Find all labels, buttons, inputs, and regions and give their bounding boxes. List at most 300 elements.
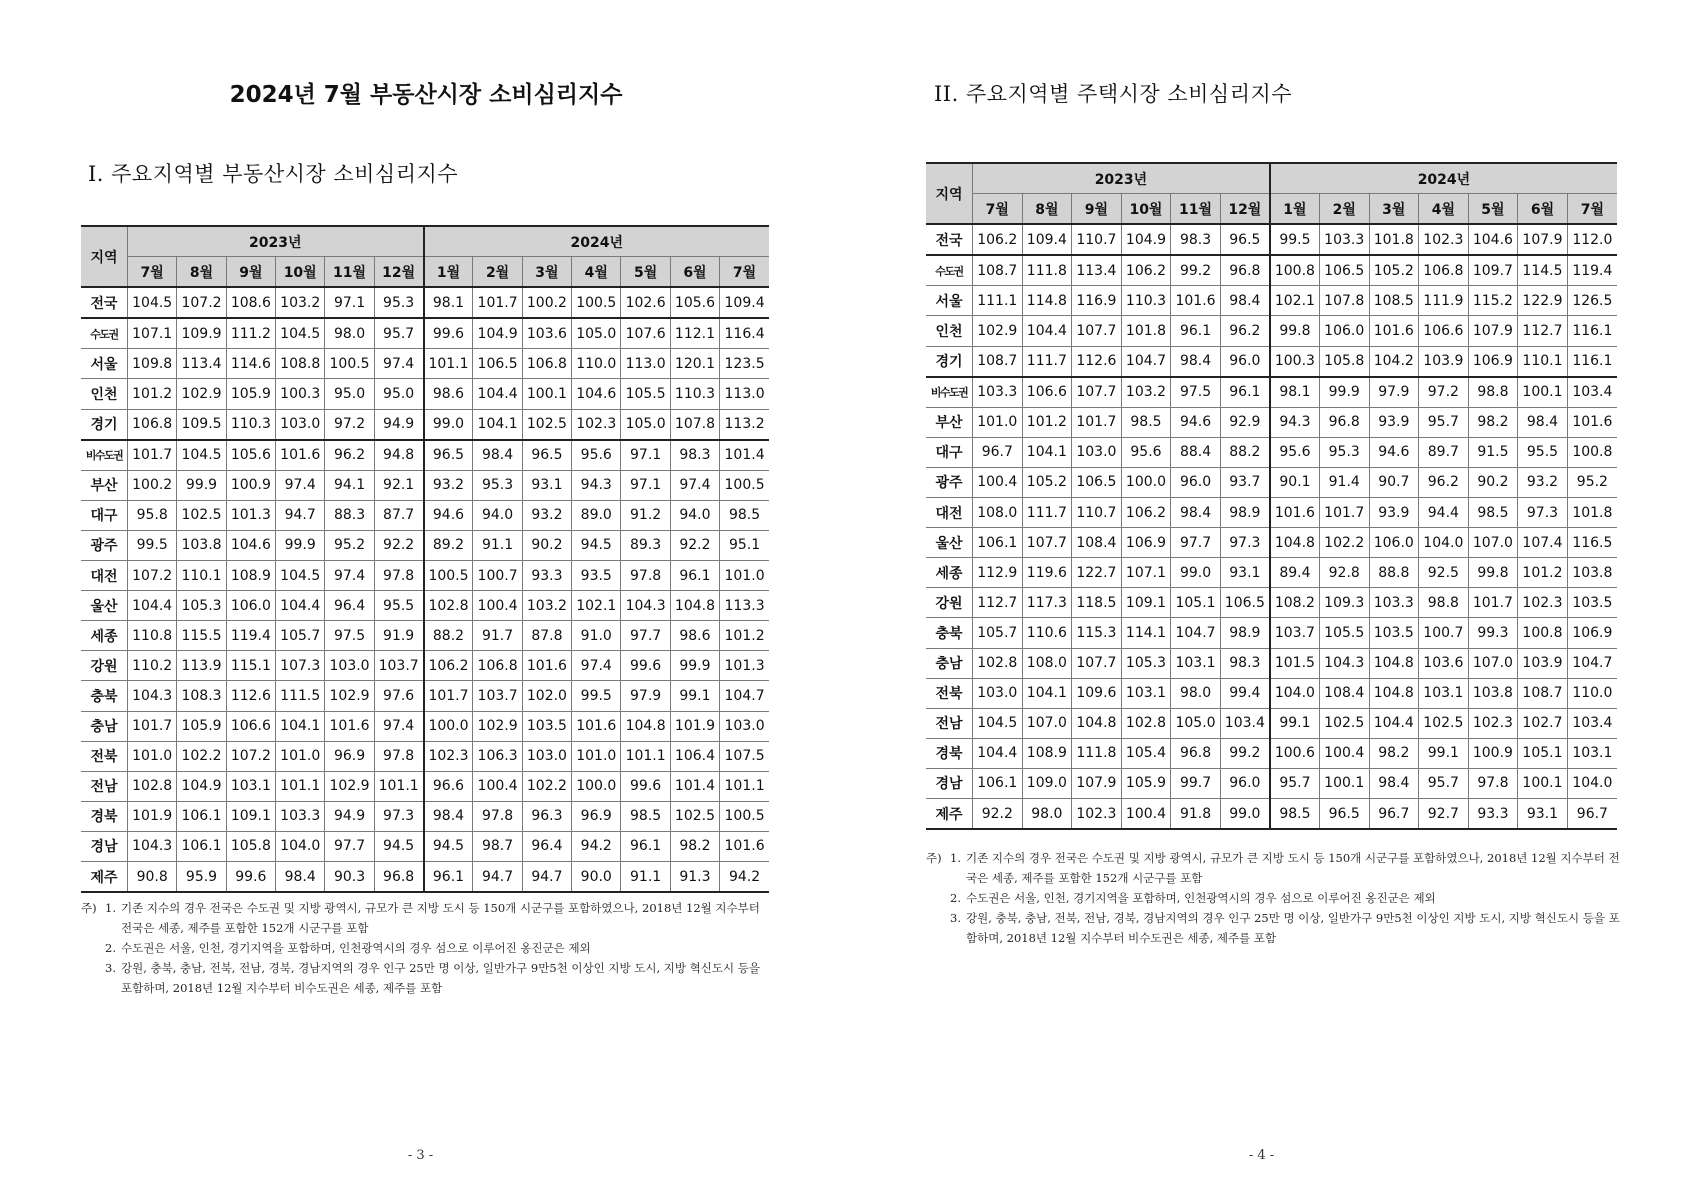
index-value-cell: 94.4 (1419, 498, 1469, 528)
index-value-cell: 100.9 (1468, 738, 1518, 768)
index-value-cell: 104.8 (670, 591, 719, 621)
index-value-cell: 104.4 (473, 379, 522, 409)
index-value-cell: 110.2 (128, 651, 177, 681)
index-value-cell: 107.9 (1072, 768, 1122, 798)
index-value-cell: 101.3 (226, 500, 275, 530)
index-value-cell: 94.5 (572, 530, 621, 560)
index-value-cell: 108.0 (973, 498, 1023, 528)
index-value-cell: 109.7 (1468, 255, 1518, 286)
index-value-cell: 96.9 (325, 741, 374, 771)
month-header: 5월 (1468, 194, 1518, 225)
index-value-cell: 98.0 (1171, 678, 1221, 708)
index-value-cell: 109.3 (1319, 588, 1369, 618)
index-value-cell: 89.7 (1419, 437, 1469, 467)
index-value-cell: 91.9 (374, 621, 423, 651)
index-value-cell: 96.7 (973, 437, 1023, 467)
index-value-cell: 101.1 (276, 771, 325, 801)
table-row (926, 798, 1617, 829)
index-value-cell: 104.4 (1369, 708, 1419, 738)
index-value-cell: 101.7 (1072, 407, 1122, 437)
index-value-cell: 106.2 (424, 651, 473, 681)
section-title-housing: II. 주요지역별 주택시장 소비심리지수 (934, 82, 1293, 106)
index-value-cell: 99.7 (1171, 768, 1221, 798)
index-value-cell: 108.2 (1270, 588, 1320, 618)
index-value-cell: 109.6 (1072, 678, 1122, 708)
index-value-cell: 96.5 (424, 440, 473, 471)
index-value-cell: 101.6 (1171, 286, 1221, 316)
table-row (81, 409, 769, 440)
index-value-cell: 102.0 (522, 681, 571, 711)
index-value-cell: 101.7 (1319, 498, 1369, 528)
index-value-cell: 101.2 (720, 621, 769, 651)
index-value-cell: 94.7 (276, 500, 325, 530)
index-value-cell: 96.9 (572, 801, 621, 831)
index-value-cell: 101.0 (720, 561, 769, 591)
index-value-cell: 106.9 (1468, 346, 1518, 377)
table-row (926, 286, 1617, 316)
index-value-cell: 100.6 (1270, 738, 1320, 768)
index-value-cell: 102.9 (473, 711, 522, 741)
table-row (81, 318, 769, 349)
index-value-cell: 104.5 (276, 561, 325, 591)
index-value-cell: 98.2 (1468, 407, 1518, 437)
index-value-cell: 98.4 (424, 801, 473, 831)
table-row (926, 618, 1617, 648)
table-row (81, 711, 769, 741)
index-value-cell: 97.4 (325, 561, 374, 591)
index-value-cell: 98.5 (1468, 498, 1518, 528)
table-row (81, 741, 769, 771)
index-value-cell: 94.2 (572, 831, 621, 861)
month-header: 6월 (670, 257, 719, 288)
index-value-cell: 116.5 (1567, 528, 1617, 558)
index-value-cell: 107.9 (1468, 316, 1518, 346)
index-value-cell: 102.5 (177, 500, 226, 530)
index-value-cell: 100.5 (720, 470, 769, 500)
month-header: 11월 (325, 257, 374, 288)
region-label: 충남 (926, 648, 973, 678)
index-value-cell: 94.7 (522, 861, 571, 892)
index-value-cell: 104.8 (1369, 648, 1419, 678)
index-value-cell: 119.4 (226, 621, 275, 651)
index-value-cell: 119.4 (1567, 255, 1617, 286)
index-value-cell: 100.0 (1121, 467, 1171, 497)
index-value-cell: 88.2 (1220, 437, 1270, 467)
table-row (81, 470, 769, 500)
index-value-cell: 104.3 (128, 831, 177, 861)
index-value-cell: 98.5 (720, 500, 769, 530)
index-value-cell: 87.7 (374, 500, 423, 530)
index-value-cell: 102.9 (177, 379, 226, 409)
index-value-cell: 96.4 (325, 591, 374, 621)
index-value-cell: 99.6 (424, 318, 473, 349)
index-value-cell: 101.0 (276, 741, 325, 771)
index-value-cell: 105.4 (1121, 738, 1171, 768)
region-label: 세종 (81, 621, 128, 651)
index-value-cell: 102.3 (572, 409, 621, 440)
index-value-cell: 100.7 (473, 561, 522, 591)
index-value-cell: 100.9 (226, 470, 275, 500)
index-value-cell: 108.9 (1022, 738, 1072, 768)
index-value-cell: 94.3 (572, 470, 621, 500)
index-value-cell: 97.3 (1220, 528, 1270, 558)
index-value-cell: 109.5 (177, 409, 226, 440)
index-value-cell: 100.2 (522, 287, 571, 318)
index-value-cell: 95.3 (1319, 437, 1369, 467)
index-value-cell: 103.6 (522, 318, 571, 349)
index-value-cell: 110.0 (1567, 678, 1617, 708)
index-value-cell: 108.8 (276, 349, 325, 379)
month-header: 4월 (572, 257, 621, 288)
index-value-cell: 104.4 (128, 591, 177, 621)
index-value-cell: 97.7 (621, 621, 670, 651)
index-value-cell: 91.1 (473, 530, 522, 560)
index-value-cell: 103.8 (1567, 558, 1617, 588)
index-value-cell: 113.2 (720, 409, 769, 440)
index-value-cell: 90.1 (1270, 467, 1320, 497)
index-value-cell: 97.8 (374, 561, 423, 591)
index-value-cell: 102.3 (1468, 708, 1518, 738)
index-value-cell: 91.1 (621, 861, 670, 892)
index-value-cell: 104.5 (128, 287, 177, 318)
index-value-cell: 97.1 (621, 440, 670, 471)
index-value-cell: 94.9 (325, 801, 374, 831)
index-value-cell: 112.7 (1518, 316, 1568, 346)
index-value-cell: 104.3 (1319, 648, 1369, 678)
index-value-cell: 101.3 (720, 651, 769, 681)
index-value-cell: 99.0 (1171, 558, 1221, 588)
index-value-cell: 103.0 (720, 711, 769, 741)
index-value-cell: 119.6 (1022, 558, 1072, 588)
table-row (81, 591, 769, 621)
index-value-cell: 97.8 (374, 741, 423, 771)
index-value-cell: 98.0 (1022, 798, 1072, 829)
index-value-cell: 99.6 (226, 861, 275, 892)
index-value-cell: 96.5 (1220, 224, 1270, 255)
index-value-cell: 100.5 (720, 801, 769, 831)
index-value-cell: 113.3 (720, 591, 769, 621)
index-value-cell: 110.8 (128, 621, 177, 651)
index-value-cell: 100.3 (276, 379, 325, 409)
index-value-cell: 103.2 (276, 287, 325, 318)
index-value-cell: 103.1 (226, 771, 275, 801)
footnote-text: 수도권은 서울, 인천, 경기지역을 포함하며, 인천광역시의 경우 섬으로 이루어진 옹진군은 제외 (121, 941, 591, 955)
index-value-cell: 96.7 (1567, 798, 1617, 829)
index-value-cell: 105.2 (1022, 467, 1072, 497)
month-header: 1월 (424, 257, 473, 288)
index-value-cell: 96.6 (424, 771, 473, 801)
region-label: 경북 (81, 801, 128, 831)
real-estate-index-table (81, 225, 769, 893)
index-value-cell: 101.6 (522, 651, 571, 681)
index-value-cell: 98.7 (473, 831, 522, 861)
month-header: 10월 (276, 257, 325, 288)
index-value-cell: 111.8 (1072, 738, 1122, 768)
region-label: 광주 (81, 530, 128, 560)
index-value-cell: 96.5 (1319, 798, 1369, 829)
index-value-cell: 108.7 (1518, 678, 1568, 708)
index-value-cell: 89.0 (572, 500, 621, 530)
index-value-cell: 99.8 (1468, 558, 1518, 588)
footnote (926, 888, 1621, 908)
index-value-cell: 99.0 (1220, 798, 1270, 829)
index-value-cell: 103.3 (276, 801, 325, 831)
index-value-cell: 106.4 (670, 741, 719, 771)
month-header: 12월 (374, 257, 423, 288)
index-value-cell: 116.9 (1072, 286, 1122, 316)
index-value-cell: 106.0 (226, 591, 275, 621)
index-value-cell: 89.2 (424, 530, 473, 560)
table-row (926, 437, 1617, 467)
index-value-cell: 103.6 (1419, 648, 1469, 678)
index-value-cell: 98.9 (1220, 618, 1270, 648)
index-value-cell: 90.0 (572, 861, 621, 892)
index-value-cell: 104.8 (1270, 528, 1320, 558)
index-value-cell: 110.3 (226, 409, 275, 440)
table-row (926, 377, 1617, 408)
index-value-cell: 92.2 (973, 798, 1023, 829)
index-value-cell: 105.6 (226, 440, 275, 471)
index-value-cell: 102.3 (1419, 224, 1469, 255)
index-value-cell: 107.0 (1468, 528, 1518, 558)
index-value-cell: 103.3 (1319, 224, 1369, 255)
index-value-cell: 95.3 (374, 287, 423, 318)
index-value-cell: 93.9 (1369, 407, 1419, 437)
index-value-cell: 104.9 (177, 771, 226, 801)
index-value-cell: 96.8 (1171, 738, 1221, 768)
index-value-cell: 111.9 (1419, 286, 1469, 316)
index-value-cell: 105.5 (621, 379, 670, 409)
month-header: 11월 (1171, 194, 1221, 225)
index-value-cell: 91.8 (1171, 798, 1221, 829)
index-value-cell: 97.8 (1468, 768, 1518, 798)
index-value-cell: 103.4 (1567, 708, 1617, 738)
index-value-cell: 99.6 (621, 771, 670, 801)
table-row (81, 861, 769, 892)
index-value-cell: 102.3 (1072, 798, 1122, 829)
index-value-cell: 102.5 (1319, 708, 1369, 738)
index-value-cell: 92.9 (1220, 407, 1270, 437)
index-value-cell: 101.2 (1022, 407, 1072, 437)
index-value-cell: 103.5 (522, 711, 571, 741)
index-value-cell: 99.5 (1270, 224, 1320, 255)
index-value-cell: 92.7 (1419, 798, 1469, 829)
index-value-cell: 107.2 (177, 287, 226, 318)
index-value-cell: 96.1 (1220, 377, 1270, 408)
index-value-cell: 97.8 (473, 801, 522, 831)
index-value-cell: 109.9 (177, 318, 226, 349)
index-value-cell: 102.9 (973, 316, 1023, 346)
region-label: 충북 (81, 681, 128, 711)
index-value-cell: 101.6 (276, 440, 325, 471)
index-value-cell: 103.0 (276, 409, 325, 440)
index-value-cell: 91.3 (670, 861, 719, 892)
index-value-cell: 91.0 (572, 621, 621, 651)
index-value-cell: 113.4 (177, 349, 226, 379)
table-row (81, 651, 769, 681)
table-row (926, 528, 1617, 558)
index-value-cell: 100.0 (572, 771, 621, 801)
index-value-cell: 93.9 (1369, 498, 1419, 528)
index-value-cell: 107.2 (226, 741, 275, 771)
index-value-cell: 93.5 (572, 561, 621, 591)
index-value-cell: 95.5 (1518, 437, 1568, 467)
index-value-cell: 104.4 (1022, 316, 1072, 346)
index-value-cell: 122.7 (1072, 558, 1122, 588)
region-label: 전북 (926, 678, 973, 708)
index-value-cell: 106.8 (128, 409, 177, 440)
month-header: 8월 (177, 257, 226, 288)
index-value-cell: 104.3 (128, 681, 177, 711)
region-label: 전국 (81, 287, 128, 318)
index-value-cell: 106.2 (1121, 498, 1171, 528)
index-value-cell: 107.1 (128, 318, 177, 349)
index-value-cell: 104.4 (973, 738, 1023, 768)
index-value-cell: 101.0 (128, 741, 177, 771)
index-value-cell: 97.9 (1369, 377, 1419, 408)
index-value-cell: 97.5 (1171, 377, 1221, 408)
month-header: 6월 (1518, 194, 1568, 225)
table-row (81, 349, 769, 379)
region-label: 전남 (81, 771, 128, 801)
footnote-number: 3. (950, 911, 961, 925)
table-row (926, 768, 1617, 798)
index-value-cell: 93.1 (522, 470, 571, 500)
index-value-cell: 105.1 (1171, 588, 1221, 618)
index-value-cell: 96.4 (522, 831, 571, 861)
index-value-cell: 104.6 (226, 530, 275, 560)
index-value-cell: 104.4 (276, 591, 325, 621)
footnote-lead: 주) (81, 901, 97, 915)
index-value-cell: 100.1 (522, 379, 571, 409)
footnote-number: 1. (950, 851, 961, 865)
footnotes (81, 898, 771, 998)
index-value-cell: 107.7 (1072, 648, 1122, 678)
index-value-cell: 97.7 (325, 831, 374, 861)
index-value-cell: 102.8 (424, 591, 473, 621)
index-value-cell: 99.1 (670, 681, 719, 711)
index-value-cell: 115.1 (226, 651, 275, 681)
index-value-cell: 101.6 (1369, 316, 1419, 346)
index-value-cell: 101.9 (128, 801, 177, 831)
index-value-cell: 89.3 (621, 530, 670, 560)
index-value-cell: 100.4 (1121, 798, 1171, 829)
index-value-cell: 101.1 (424, 349, 473, 379)
index-value-cell: 95.7 (374, 318, 423, 349)
footnote (81, 898, 771, 938)
index-value-cell: 107.7 (1022, 528, 1072, 558)
index-value-cell: 102.8 (973, 648, 1023, 678)
index-value-cell: 113.0 (720, 379, 769, 409)
index-value-cell: 109.4 (720, 287, 769, 318)
index-value-cell: 106.6 (1022, 377, 1072, 408)
index-value-cell: 106.1 (973, 528, 1023, 558)
region-label: 대구 (926, 437, 973, 467)
region-label: 강원 (81, 651, 128, 681)
index-value-cell: 103.0 (325, 651, 374, 681)
region-label: 서울 (81, 349, 128, 379)
index-value-cell: 93.2 (1518, 467, 1568, 497)
index-value-cell: 113.0 (621, 349, 670, 379)
index-value-cell: 103.9 (1419, 346, 1469, 377)
index-value-cell: 112.6 (226, 681, 275, 711)
index-value-cell: 103.5 (1567, 588, 1617, 618)
month-header: 4월 (1419, 194, 1469, 225)
index-value-cell: 104.8 (1369, 678, 1419, 708)
region-label: 수도권 (926, 255, 973, 286)
index-value-cell: 108.4 (1319, 678, 1369, 708)
index-value-cell: 99.2 (1220, 738, 1270, 768)
index-value-cell: 100.8 (1270, 255, 1320, 286)
index-value-cell: 101.6 (720, 831, 769, 861)
index-value-cell: 99.4 (1220, 678, 1270, 708)
table-row (81, 801, 769, 831)
index-value-cell: 89.4 (1270, 558, 1320, 588)
table-row (926, 648, 1617, 678)
index-value-cell: 97.7 (1171, 528, 1221, 558)
index-value-cell: 106.8 (522, 349, 571, 379)
index-value-cell: 93.7 (1220, 467, 1270, 497)
index-value-cell: 93.2 (522, 500, 571, 530)
index-value-cell: 111.7 (1022, 346, 1072, 377)
index-value-cell: 97.3 (1518, 498, 1568, 528)
year-header: 2024년 (424, 226, 769, 257)
index-value-cell: 102.9 (325, 771, 374, 801)
index-value-cell: 97.5 (325, 621, 374, 651)
table-row (81, 379, 769, 409)
index-value-cell: 107.9 (1518, 224, 1568, 255)
region-label: 전국 (926, 224, 973, 255)
region-label: 경북 (926, 738, 973, 768)
index-value-cell: 108.3 (177, 681, 226, 711)
month-header: 3월 (1369, 194, 1419, 225)
index-value-cell: 100.8 (1518, 618, 1568, 648)
index-value-cell: 106.5 (1319, 255, 1369, 286)
index-value-cell: 105.3 (1121, 648, 1171, 678)
index-value-cell: 101.0 (572, 741, 621, 771)
index-value-cell: 101.7 (128, 711, 177, 741)
index-value-cell: 109.0 (1022, 768, 1072, 798)
index-value-cell: 98.3 (670, 440, 719, 471)
index-value-cell: 102.8 (1121, 708, 1171, 738)
index-value-cell: 103.2 (1121, 377, 1171, 408)
index-value-cell: 112.7 (973, 588, 1023, 618)
index-value-cell: 88.2 (424, 621, 473, 651)
index-value-cell: 106.2 (1121, 255, 1171, 286)
index-value-cell: 96.8 (1319, 407, 1369, 437)
index-value-cell: 100.4 (1319, 738, 1369, 768)
index-value-cell: 103.1 (1121, 678, 1171, 708)
region-label: 경기 (81, 409, 128, 440)
index-value-cell: 108.0 (1022, 648, 1072, 678)
index-value-cell: 92.8 (1319, 558, 1369, 588)
month-header: 7월 (128, 257, 177, 288)
index-value-cell: 101.1 (374, 771, 423, 801)
index-value-cell: 98.4 (1171, 498, 1221, 528)
index-value-cell: 98.1 (424, 287, 473, 318)
index-value-cell: 105.8 (226, 831, 275, 861)
footnote (926, 908, 1621, 948)
table-row (926, 316, 1617, 346)
index-value-cell: 92.5 (1419, 558, 1469, 588)
index-value-cell: 95.1 (720, 530, 769, 560)
table-row (926, 738, 1617, 768)
index-value-cell: 100.1 (1319, 768, 1369, 798)
footnote-number: 2. (105, 941, 116, 955)
index-value-cell: 103.4 (1220, 708, 1270, 738)
index-value-cell: 105.6 (670, 287, 719, 318)
region-label: 강원 (926, 588, 973, 618)
